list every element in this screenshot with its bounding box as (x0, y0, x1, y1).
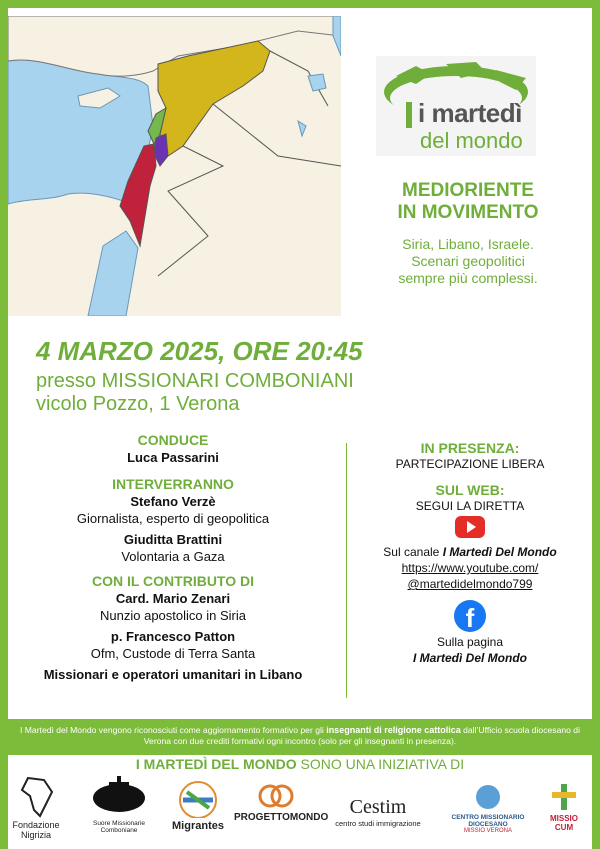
subheadline-line3: sempre più complessi. (398, 270, 538, 286)
sponsor-migrantes (168, 774, 228, 832)
sponsor-name: Cestim (349, 796, 407, 818)
training-credit-band (0, 719, 600, 755)
channel-prefix: Sul canale (383, 545, 440, 559)
participation-column (360, 440, 580, 666)
headline-line1: MEDIORIENTE (402, 180, 534, 201)
sponsor-progettomondo (234, 782, 329, 823)
sponsor-logos (8, 774, 592, 846)
contrib1-name: Card. Mario Zenari (115, 591, 231, 606)
presenza-text: PARTECIPAZIONE LIBERA (395, 457, 545, 471)
page-text: Sulla pagina (436, 635, 504, 649)
youtube-link-line1[interactable]: https://www.youtube.com/ (401, 561, 539, 575)
speaker2-role: Volontaria a Gaza (121, 549, 225, 564)
channel-name: I Martedì Del Mondo (442, 545, 557, 559)
sponsor-subname: CUM (554, 823, 574, 832)
event-date: 4 MARZO 2025, ORE 20:45 (36, 336, 363, 366)
logo-bar (406, 102, 412, 128)
web-label: SUL WEB: (435, 482, 505, 498)
sponsors-title (0, 756, 600, 772)
speaker1-role: Giornalista, esperto di geopolitica (76, 511, 270, 526)
migrantes-logo-icon (173, 774, 223, 818)
sponsor-name: CENTRO MISSIONARIO DIOCESANO (451, 814, 525, 828)
band-text2: dall’Ufficio scuola diocesano di Verona con due crediti formativi ogni incontro (solo per gli insegnanti in presenza). (143, 725, 580, 746)
speaker1-name: Stefano Verzè (130, 494, 216, 509)
contrib2-role: Ofm, Custode di Terra Santa (90, 646, 256, 661)
sponsor-name: MISSIO (549, 814, 578, 823)
channel-line (360, 544, 580, 560)
middle-east-map (8, 16, 341, 316)
column-divider (346, 443, 347, 698)
facebook-icon[interactable]: f (454, 600, 486, 632)
progettomondo-icon (256, 782, 296, 810)
contrib2-name: p. Francesco Patton (110, 629, 236, 644)
youtube-icon[interactable] (455, 516, 485, 538)
logo-line1: i martedì (418, 98, 522, 128)
conduce-label: CONDUCE (137, 432, 209, 448)
band-text-bold: insegnanti di religione cattolica (326, 725, 461, 735)
sponsors-title-bold: I MARTEDÌ DEL MONDO (135, 756, 297, 772)
venue-line1: presso MISSIONARI COMBONIANI (36, 370, 354, 392)
sponsor-name: Suore Missionarie Comboniane (92, 820, 146, 834)
interverranno-label: INTERVERRANNO (112, 476, 234, 492)
sponsor-centro-missionario (436, 782, 540, 834)
map-illustration (8, 16, 341, 316)
globe-cross-icon (89, 774, 149, 818)
subheadline-line2: Scenari geopolitici (411, 253, 525, 269)
subheadline (350, 236, 586, 287)
sponsor-fondazione-nigrizia (8, 774, 64, 840)
conduce-name: Luca Passarini (127, 450, 219, 465)
sponsor-cestim (326, 796, 430, 828)
web-text: SEGUI LA DIRETTA (415, 499, 525, 513)
sponsor-missio-cum (540, 782, 588, 832)
sponsor-name: PROGETTOMONDO (234, 812, 329, 823)
headline (350, 180, 586, 224)
venue-line2: vicolo Pozzo, 1 Verona (36, 393, 240, 415)
sponsor-subname: MISSIO VERONA (463, 828, 512, 834)
presenza-label: IN PRESENZA: (420, 440, 520, 456)
africa-icon (14, 774, 58, 818)
headline-line2: IN MOVIMENTO (397, 202, 539, 223)
sponsor-name: Fondazione Nigrizia (12, 820, 60, 840)
event-venue (36, 370, 354, 416)
contributo-label: CON IL CONTRIBUTO DI (91, 573, 255, 589)
logo-line2: del mondo (420, 128, 523, 153)
sponsor-name: Migrantes (172, 820, 224, 832)
sponsors-title-rest: SONO UNA INIZIATIVA DI (296, 756, 465, 772)
sponsor-subname: centro studi immigrazione (335, 819, 421, 828)
martedi-del-mondo-logo (376, 56, 536, 156)
contrib3: Missionari e operatori umanitari in Libano (43, 667, 303, 682)
missio-cross-icon (549, 782, 579, 812)
speaker2-name: Giuditta Brattini (123, 532, 223, 547)
band-text1: I Martedì del Mondo vengono riconosciuti come aggiornamento formativo per gli (19, 725, 327, 735)
page-name: I Martedì Del Mondo (413, 651, 527, 665)
contrib1-role: Nunzio apostolico in Siria (100, 608, 246, 623)
program-column (8, 432, 338, 683)
subheadline-line1: Siria, Libano, Israele. (402, 236, 534, 252)
missio-globe-icon (473, 782, 503, 812)
sponsor-suore-comboniane (74, 774, 164, 834)
youtube-link-line2[interactable]: @martedidelmondo799 (407, 577, 533, 591)
